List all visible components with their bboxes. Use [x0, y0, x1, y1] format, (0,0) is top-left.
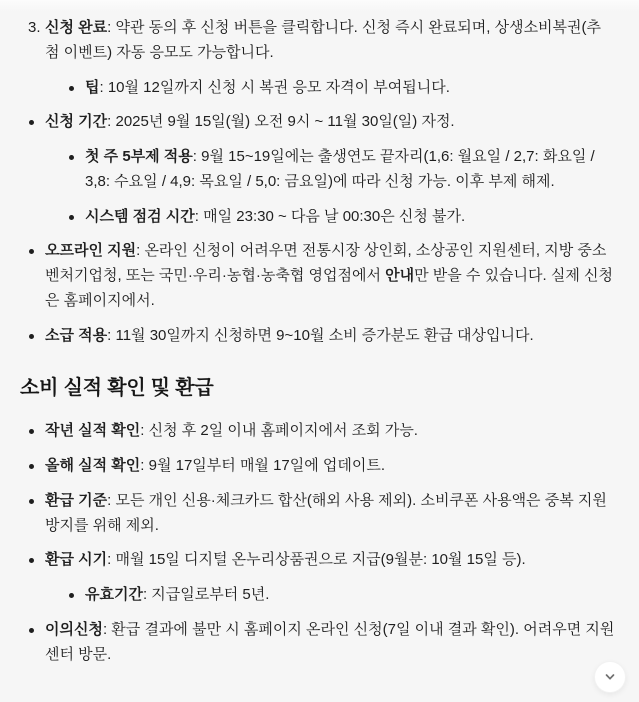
sub-list-item [20, 145, 615, 195]
item-lead: 팁 [85, 78, 100, 96]
section-heading: 소비 실적 확인 및 환급 [20, 377, 214, 400]
item-lead: 소급 적용 [45, 326, 108, 344]
item-lead: 환급 기준 [45, 491, 108, 509]
sub-list-item [20, 76, 615, 101]
list-item [20, 324, 615, 349]
item-lead: 유효기간 [85, 586, 143, 603]
item-text: : 온라인 신청이 어려우면 전통시장 상인회, 소상공인 지원센터, 지방 중소벤처기업청, 또는 국민·우리·농협·농축협 영업점에서 [45, 242, 607, 284]
item-text: : 모든 개인 신용·체크카드 합산(해외 사용 제외). 소비쿠폰 사용액은 중복 지원 방지를 위해 제외. [45, 491, 607, 534]
chevron-down-icon [603, 670, 617, 684]
item-text: : 환급 결과에 불만 시 홈페이지 온라인 신청(7일 이내 결과 확인). 어려우면 지원센터 방문. [45, 620, 615, 663]
item-text: : 약관 동의 후 신청 버튼을 클릭합니다. 신청 즉시 완료되며, 상생소비복권(추첨 이벤트) 자동 응모도 가능합니다. [45, 19, 602, 61]
bullet-icon [29, 334, 34, 339]
bullet-icon [29, 628, 34, 633]
bullet-icon [69, 86, 74, 91]
list-item [20, 419, 615, 444]
sub-list-item [20, 205, 615, 230]
item-lead: 시스템 점검 시간 [85, 207, 195, 225]
item-lead: 첫 주 5부제 적용 [85, 148, 193, 165]
bullet-icon [29, 464, 34, 469]
bullet-icon [69, 155, 74, 160]
item-text: : 매일 23:30 ~ 다음 날 00:30은 신청 불가. [194, 207, 466, 225]
bullet-icon [29, 558, 34, 563]
item-lead: 작년 실적 확인 [45, 422, 141, 440]
item-text: : 매월 15일 디지털 온누리상품권으로 지급(9월분: 10월 15일 등). [107, 551, 526, 569]
list-item [20, 110, 615, 135]
item-lead: 신청 완료 [45, 19, 108, 36]
bullet-icon [29, 120, 34, 125]
item-text: : 11월 30일까지 신청하면 9~10월 소비 증가분도 환급 대상입니다. [107, 326, 534, 344]
list-item [20, 239, 615, 313]
list-item [20, 618, 615, 668]
sub-list-item [20, 583, 615, 608]
item-text: : 2025년 9월 15일(월) 오전 9시 ~ 11월 30일(일) 자정. [107, 113, 455, 131]
item-text: 만 받을 수 있습니다. 실제 신청은 홈페이지에서. [45, 267, 613, 309]
list-item [20, 548, 615, 573]
item-text: : 9월 17일부터 매월 17일에 업데이트. [140, 457, 386, 474]
item-text: : 지급일로부터 5년. [142, 586, 270, 603]
bullet-icon [29, 499, 34, 504]
ordered-list-item [20, 16, 615, 66]
item-lead: 올해 실적 확인 [45, 457, 141, 474]
list-item [20, 489, 615, 539]
scroll-to-bottom-button[interactable] [594, 661, 626, 693]
item-lead: 이의신청 [45, 620, 103, 638]
bullet-icon [29, 249, 34, 254]
list-item [20, 454, 615, 479]
item-emphasis: 안내 [385, 267, 415, 284]
ordered-item-number: 3. [28, 19, 41, 36]
item-lead: 오프라인 지원 [45, 242, 137, 260]
item-text: : 10월 12일까지 신청 시 복권 응모 자격이 부여됩니다. [99, 78, 450, 96]
bullet-icon [69, 215, 74, 220]
item-lead: 신청 기간 [45, 113, 108, 131]
item-text: : 신청 후 2일 이내 홈페이지에서 조회 가능. [140, 422, 418, 440]
bullet-icon [69, 593, 74, 598]
bullet-icon [29, 429, 34, 434]
item-lead: 환급 시기 [45, 551, 108, 569]
item-text: : 9월 15~19일에는 출생연도 끝자리(1,6: 월요일 / 2,7: 화요일 / 3,8: 수요일 / 4,9: 목요일 / 5,0: 금요일)에 따라 신청 가능. 이후 부제 해제. [85, 148, 595, 190]
